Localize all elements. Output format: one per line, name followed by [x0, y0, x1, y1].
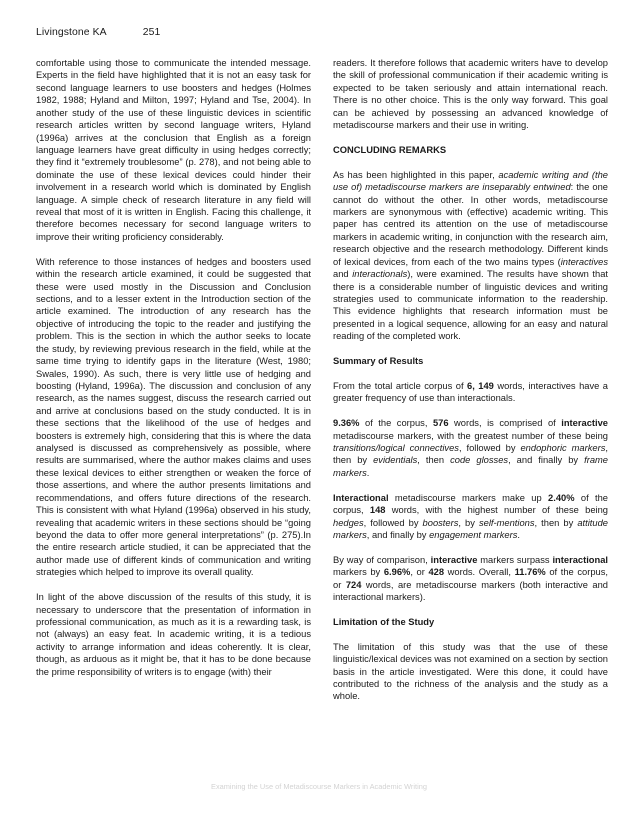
- page-number: 251: [142, 27, 161, 38]
- author-name: Livingstone KA: [36, 27, 107, 38]
- paragraph: readers. It therefore follows that academic writers have to develop the skill of professional communication if their academic writing is expected to be taken seriously and attain international reach. There is no other choice. This is the only way forward. This goal can be achieved by possessing an advanced knowledge of metadiscourse markers and their use in writing.: [333, 58, 608, 131]
- paragraph: As has been highlighted in this paper, academic writing and (the use of) metadiscourse markers are inseparably entwined: the one cannot do without the other. In other words, metadiscourse markers are synonymous with (effective) academic writing. This paper has centred its attention on the use of metadiscourse markers in academic writing, in conjunction with the research aim, research objective and the research methodology. Different kinds of lexical devices, from each of the two mains types (interactives and interactionals), were examined. The results have shown that there is a considerable number of linguistic devices and writing strategies used to communicate information to the readership. This evidence highlights that research information must be presented in a logical sequence, allowing for an easy and natural reading of the completed work.: [333, 169, 608, 342]
- paragraph: 9.36% of the corpus, 576 words, is comprised of interactive metadiscourse markers, with the greatest number of these being transitions/logical connectives, followed by endophoric markers, then by evidentials, then code glosses, and finally by frame markers.: [333, 418, 608, 478]
- paragraph: The limitation of this study was that the use of these linguistic/lexical devices was not examined on a section by section basis in the article investigated. Were this done, it could have contributed to the richness of the analysis and the study as a whole.: [333, 641, 608, 702]
- paragraph: In light of the above discussion of the results of this study, it is necessary to underscore that the presentation of information in professional communication, as much as it is a rewarding task, is not (always) an easy feat. In academic writing, it is a tedious activity to arrange information and ideas coherently. It is clear, though, as arduous as it might be, that it has to be done because the prime responsibility of writers is to engage (with) their: [36, 592, 311, 677]
- paragraph: comfortable using those to communicate the intended message. Experts in the field have highlighted that it is not an easy task for second language learners to use boosters and hedges (Holmes 1982, 1988; Hyland and Milton, 1997; Hyland and Tse, 2004). In another study of the use of these linguistic devices in scientific research articles written by second language writers, Hyland (1996a) arrives at the conclusion that English as a foreign language learners have great difficulty in using hedges correctly; they find it “extremely troublesome” (p. 278), and not being able to dominate the use of these lexical devices could hinder their involvement in a research world which is dominated by English language. A simple check of research literature in any field will reveal that most of it is written in English. Facing this challenge, it therefore becomes necessary for second language writers to improve their writing proficiency considerably.: [36, 58, 311, 242]
- right-column: [333, 57, 608, 715]
- paragraph: From the total article corpus of 6, 149 words, interactives have a greater frequency of use than interactionals.: [333, 380, 608, 404]
- running-head: [36, 27, 160, 38]
- subheading-limitation-of-the-study: Limitation of the Study: [333, 616, 435, 627]
- paragraph: Interactional metadiscourse markers make up 2.40% of the corpus, 148 words, with the highest number of these being hedges, followed by boosters, by self-mentions, then by attitude markers, and finally by engagement markers.: [333, 492, 608, 540]
- paragraph: By way of comparison, interactive markers surpass interactional markers by 6.96%, or 428 words. Overall, 11.76% of the corpus, or 724 words, are metadiscourse markers (both interactive and interactional markers).: [333, 554, 609, 603]
- section-heading-concluding-remarks: CONCLUDING REMARKS: [333, 144, 447, 155]
- left-column: [36, 57, 311, 690]
- subheading-summary-of-results: Summary of Results: [333, 356, 424, 367]
- running-footer: Examining the Use of Metadiscourse Markers in Academic Writing: [211, 782, 427, 791]
- paragraph: With reference to those instances of hedges and boosters used within the research article examined, it could be suggested that these were used mostly in the Discussion and Conclusion sections, and to a lesser extent in the Introduction section of the article examined. The introduction of any research has the objective of introducing the topic to the reader and justifying the problem. This is the section in which the author seeks to locate the study, by reviewing previous research in the field, while at the same time trying to identify gaps in the literature (West, 1980; Swales, 1990). As such, there is very little use of hedging and boosting (Hyland, 1996a). The discussion and conclusion of any research, as the names suggest, discuss the research carried out and arrive at conclusions based on the study conducted. It is in these sections that the likelihood of the use of hedges and boosters is extremely high, considering that this is where the data analysed is discussed as comprehensively as possible, where results are summarised, where the author makes claims and uses these lexical devices to either strengthen or weaken the force of those assertions, and where the author presents limitations and recommendations, and offers future directions of the research. This is consistent with what Hyland (1996a) observed in his study, revealing that academic writers in these sections should be “going beyond the data to offer more general interpretations” (p. 275).In the entire research article studied, it can be appreciated that the author made use of different kinds of communication and writing strategies which helped to improve its overall quality.: [36, 256, 311, 578]
